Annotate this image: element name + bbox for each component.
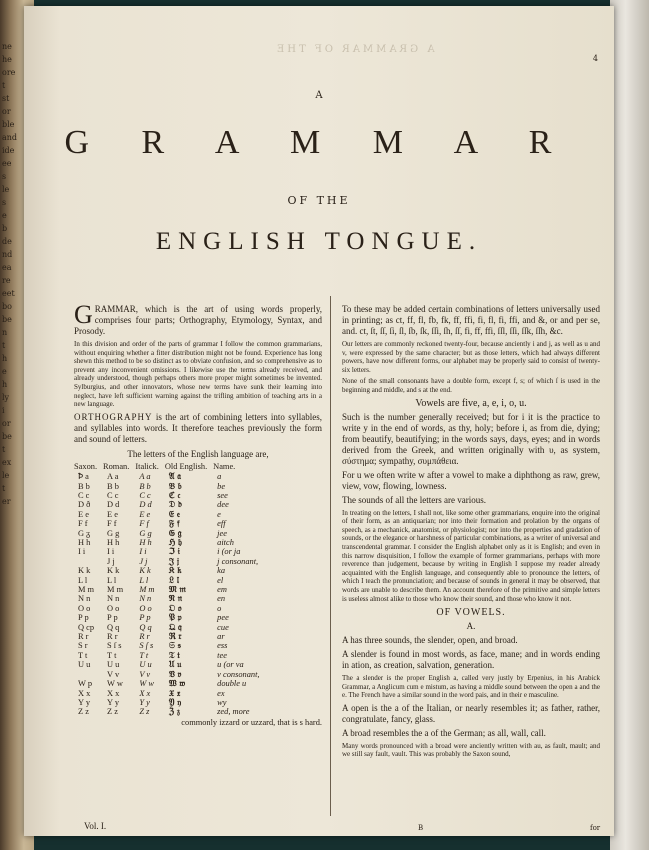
erpenius-paragraph: The a slender is the proper English a, called very justly by Erpenius, in his Arabick Grammar, a Anglicum cum e mistum, as having a middle sound between the open a and the e. The French have a similar sound in the word pais, and in their e masculine. bbox=[342, 674, 600, 700]
alphabet-cell: M m bbox=[78, 585, 95, 595]
alphabet-cell: N n bbox=[139, 594, 152, 604]
alphabet-cell: D d bbox=[139, 500, 152, 510]
a-sounds-paragraph: A has three sounds, the slender, open, and broad. bbox=[342, 635, 518, 646]
alphabet-cell: 𝔄 𝔞 bbox=[168, 471, 181, 482]
alphabet-cell: 𝔇 𝔡 bbox=[168, 499, 182, 510]
orthography-paragraph bbox=[74, 412, 322, 445]
alphabet-cell: N n bbox=[107, 594, 120, 604]
orthography-text: is the art of combining letters into syllables, and syllables into words. It therefore teaches previously the form and sound of letters. bbox=[74, 411, 322, 444]
edge-fragment: er bbox=[2, 497, 11, 506]
edge-fragment: e bbox=[2, 211, 7, 220]
double-form-paragraph: None of the small consonants have a double form, except f, s; of which ſ is used in the beginning and middle, and s at the end. bbox=[342, 377, 600, 394]
alphabet-cell: 𝔊 𝔤 bbox=[168, 527, 182, 538]
edge-fragment: be bbox=[2, 315, 12, 324]
alphabet-cell: Q q bbox=[107, 622, 120, 632]
alphabet-cell: J j bbox=[107, 556, 115, 566]
alphabet-cell: B b bbox=[107, 481, 119, 491]
alphabet-cell: dee bbox=[217, 500, 229, 510]
signature-mark: B bbox=[418, 824, 424, 832]
alphabet-cell: H h bbox=[78, 538, 91, 547]
alphabet-cell: E e bbox=[78, 509, 89, 519]
alphabet-cell: F f bbox=[78, 519, 88, 529]
intro-text: RAMMAR, which is the art of using words properly, comprises four parts; Orthography, Etymology, Syntax, and Prosody. bbox=[74, 304, 322, 336]
vowels-paragraph: Such is the number generally received; but for i it is the practice to write y in the end of words, as thy, holy; before i, as from die, dying; from beautify, beautifying; in the words says, days, eyes; and in words derived from the Greek, and written originally with υ, as system, σύστημα; sympathy, συμπάθεια. bbox=[342, 411, 600, 466]
saxon-paragraph: Many words pronounced with a broad were anciently written with au, as fault, mault; and we still say fault, vault. This was probably the Saxon sound, bbox=[342, 741, 600, 759]
alphabet-cell: Y y bbox=[78, 697, 91, 707]
alphabet-cell: F f bbox=[139, 519, 149, 529]
treating-paragraph: In treating on the letters, I shall not, like some other grammarians, enquire into the original of their form, as an antiquarian; nor into their formation and prolation by the organs of speech, as a mechanick, anatomist, or physiologist; nor into the properties and gradation of sounds, or the elegance or harshness of particular combinations, as a writer of universal and transcendental grammar. I consider the English alphabet only as it is English; and even in this narrow disquisition, I follow the example of former grammarians, perhaps with more reverence than judgement, because by writing in English I suppose my reader already acquainted with the English language, and consequently able to pronounce the letters, of which I teach the pronunciation; and because of sounds in general it may be observed, that words are unable to describe them. An account therefore of the primitive and simple letters is useless almost alike to those who know their sound, and those who know it not. bbox=[342, 508, 600, 603]
edge-fragment: and bbox=[2, 133, 18, 142]
alphabet-cell: E e bbox=[139, 509, 151, 519]
edge-fragment: ore bbox=[2, 68, 16, 77]
alphabet-cell: Y y bbox=[139, 697, 150, 707]
alphabet-cell: 𝔅 𝔟 bbox=[168, 480, 182, 491]
alphabet-cell: P p bbox=[78, 613, 89, 623]
edge-fragment: s bbox=[2, 172, 7, 181]
alphabet-cell: u (or va bbox=[217, 660, 244, 670]
alphabet-cell: tee bbox=[217, 650, 227, 660]
edge-fragment: or bbox=[2, 107, 11, 116]
alphabet-column-header: Old English. bbox=[164, 461, 208, 471]
alphabet-cell: ℭ 𝔠 bbox=[168, 489, 181, 500]
a-slender-paragraph: A slender is found in most words, as face, mane; and in words ending in ation, as creation, salvation, generation. bbox=[342, 649, 600, 671]
alphabet-cell: H h bbox=[139, 538, 152, 547]
alphabet-cell: pee bbox=[217, 613, 229, 623]
alphabet-cell: ℜ 𝔯 bbox=[168, 631, 182, 642]
alphabet-column-header: Italick. bbox=[135, 461, 159, 471]
alphabet-cell: X x bbox=[139, 688, 151, 698]
alphabet-column-header: Roman. bbox=[103, 461, 130, 471]
alphabet-cell: W p bbox=[78, 679, 93, 689]
alphabet-table-tail: commonly izzard or uzzard, that is s hard. bbox=[181, 717, 322, 727]
folio-mark: 4 bbox=[592, 54, 598, 63]
edge-fragment: ble bbox=[2, 120, 15, 129]
a-heading: A. bbox=[466, 621, 476, 632]
alphabet-cell: C c bbox=[78, 490, 90, 500]
alphabet-cell: v consonant, bbox=[217, 669, 260, 679]
background-cloth bbox=[610, 0, 649, 850]
edge-fragment: s bbox=[2, 198, 7, 207]
edge-fragment: ee bbox=[2, 159, 12, 168]
alphabet-cell: U u bbox=[78, 660, 91, 670]
edge-fragment: t bbox=[2, 81, 6, 90]
alphabet-cell: en bbox=[217, 594, 226, 604]
alphabet-cell: N n bbox=[78, 594, 91, 604]
edge-fragment: h bbox=[2, 380, 8, 389]
alphabet-cell: 𝔘 𝔲 bbox=[168, 659, 182, 670]
alphabet-cell: U u bbox=[107, 660, 120, 670]
subtitle: ENGLISH TONGUE. bbox=[155, 228, 483, 255]
alphabet-cell: T t bbox=[78, 650, 88, 660]
alphabet-cell: S r bbox=[78, 641, 88, 651]
alphabet-cell: aitch bbox=[217, 538, 234, 547]
alphabet-cell: K k bbox=[139, 566, 151, 576]
alphabet-table-title: The letters of the English language are, bbox=[127, 448, 269, 459]
main-title: G R A M M A R bbox=[64, 124, 574, 161]
alphabet-table bbox=[74, 462, 266, 717]
edge-fragment: ea bbox=[2, 263, 12, 272]
alphabet-cell: 𝔛 𝔵 bbox=[168, 687, 181, 698]
alphabet-cell: S ſ s bbox=[107, 641, 122, 651]
alphabet-cell: i (or ja bbox=[217, 547, 241, 557]
alphabet-cell: U u bbox=[139, 660, 152, 670]
alphabet-cell: W w bbox=[139, 679, 154, 689]
alphabet-cell: el bbox=[217, 575, 224, 585]
alphabet-cell: I i bbox=[78, 547, 86, 557]
alphabet-cell: 𝔐 𝔪 bbox=[168, 584, 186, 595]
alphabet-cell: cue bbox=[217, 622, 229, 632]
alphabet-cell: o bbox=[217, 603, 222, 613]
alphabet-cell: P p bbox=[139, 613, 151, 623]
facing-page-edge-text bbox=[2, 40, 22, 508]
alphabet-cell: O o bbox=[107, 603, 120, 613]
alphabet-cell: O o bbox=[139, 603, 152, 613]
alphabet-cell: Z z bbox=[107, 707, 118, 717]
edge-fragment: t bbox=[2, 341, 6, 350]
vowels-heading: Vowels are five, a, e, i, o, u. bbox=[415, 397, 527, 409]
alphabet-cell: C c bbox=[139, 490, 151, 500]
alphabet-cell: 𝔒 𝔬 bbox=[168, 602, 182, 613]
alphabet-cell: Y y bbox=[107, 697, 120, 707]
alphabet-cell: eff bbox=[217, 519, 226, 529]
alphabet-cell: 𝔉 𝔣 bbox=[168, 518, 180, 529]
alphabet-cell: 𝔑 𝔫 bbox=[168, 593, 182, 604]
edge-fragment: ide bbox=[2, 146, 15, 155]
drop-cap: G bbox=[74, 300, 93, 329]
alphabet-cell: 𝔎 𝔨 bbox=[168, 565, 182, 576]
edge-fragment: i bbox=[2, 406, 5, 415]
alphabet-cell: ex bbox=[217, 688, 225, 698]
column-rule bbox=[330, 296, 331, 816]
alphabet-cell: 𝔍 𝔧 bbox=[168, 555, 180, 566]
alphabet-cell: M m bbox=[139, 585, 155, 595]
edge-fragment: bo bbox=[2, 302, 12, 311]
alphabet-cell: B b bbox=[139, 481, 151, 491]
alphabet-cell: ℌ 𝔥 bbox=[168, 537, 182, 547]
alphabet-cell: J j bbox=[139, 556, 148, 566]
alphabet-cell: Z z bbox=[78, 707, 89, 717]
alphabet-cell: H h bbox=[107, 538, 120, 547]
alphabet-column-header: Name. bbox=[213, 461, 236, 471]
alphabet-cell: G ᵹ bbox=[78, 528, 91, 538]
alphabet-cell: D ð bbox=[78, 500, 91, 510]
edge-fragment: de bbox=[2, 237, 12, 246]
alphabet-cell: L l bbox=[107, 575, 117, 585]
alphabet-cell: 𝔙 𝔳 bbox=[168, 668, 182, 679]
edge-fragment: re bbox=[2, 276, 11, 285]
left-column bbox=[74, 300, 322, 728]
alphabet-cell: Q q bbox=[139, 622, 152, 632]
alphabet-cell: see bbox=[217, 490, 228, 500]
alphabet-cell: j consonant, bbox=[217, 556, 259, 566]
edge-fragment: le bbox=[2, 471, 10, 480]
alphabet-cell: V v bbox=[107, 669, 120, 679]
alphabet-cell: ℑ 𝔦 bbox=[168, 546, 180, 557]
alphabet-cell: e bbox=[217, 509, 221, 519]
alphabet-cell: K k bbox=[78, 566, 91, 576]
edge-fragment: eet bbox=[2, 289, 15, 298]
edge-fragment: t bbox=[2, 445, 6, 454]
alphabet-cell: jee bbox=[217, 528, 227, 538]
alphabet-cell: a bbox=[217, 472, 222, 482]
alphabet-cell: ℨ 𝔷 bbox=[168, 706, 180, 717]
edge-fragment: h bbox=[2, 354, 8, 363]
edge-fragment: e bbox=[2, 367, 7, 376]
alphabet-cell: G g bbox=[139, 528, 152, 538]
volume-label: Vol. I. bbox=[84, 821, 107, 831]
alphabet-cell: S ſ s bbox=[139, 641, 154, 651]
alphabet-cell: Z z bbox=[139, 707, 150, 717]
alphabet-cell bbox=[74, 670, 103, 679]
orthography-label: ORTHOGRAPHY bbox=[74, 411, 153, 422]
edge-fragment: b bbox=[2, 224, 8, 233]
alphabet-cell: Q cp bbox=[78, 622, 95, 632]
alphabet-cell: Ꝥ a bbox=[78, 472, 89, 482]
alphabet-cell: B b bbox=[78, 481, 90, 491]
alphabet-cell: A a bbox=[139, 472, 151, 482]
edge-fragment: le bbox=[2, 185, 10, 194]
alphabet-cell: ka bbox=[217, 566, 226, 576]
alphabet-cell: 𝔜 𝔶 bbox=[168, 696, 182, 707]
alphabet-cell: ess bbox=[217, 641, 228, 651]
a-broad-paragraph: A broad resembles the a of the German; as all, wall, call. bbox=[342, 727, 546, 738]
right-column bbox=[342, 304, 600, 762]
alphabet-cell: T t bbox=[139, 650, 149, 660]
alphabet-cell: 𝔔 𝔮 bbox=[168, 621, 182, 632]
alphabet-cell: ar bbox=[217, 632, 225, 642]
a-open-paragraph: A open is the a of the Italian, or nearly resembles it; as father, rather, congratulate, fancy, glass. bbox=[342, 702, 600, 724]
alphabet-row bbox=[74, 707, 266, 716]
alphabet-cell: I i bbox=[139, 547, 147, 557]
alphabet-cell: 𝔏 𝔩 bbox=[168, 574, 179, 585]
intro-paragraph bbox=[74, 300, 322, 337]
alphabet-cell: P p bbox=[107, 613, 118, 623]
letter-count-paragraph: Our letters are commonly reckoned twenty-four, because anciently i and j, as well as u and v, were expressed by the same character; but as those letters, which had always different powers, have now different forms, our alphabet may be properly said to consist of twenty-six letters. bbox=[342, 340, 600, 374]
bleed-through-text: A GRAMMAR OF THE bbox=[274, 44, 435, 55]
alphabet-cell: C c bbox=[107, 490, 119, 500]
alphabet-cell: I i bbox=[107, 547, 115, 557]
alphabet-cell: L l bbox=[139, 575, 149, 585]
edge-fragment: ex bbox=[2, 458, 12, 467]
of-vowels-heading: OF VOWELS. bbox=[436, 607, 506, 619]
edge-fragment: he bbox=[2, 55, 12, 64]
alphabet-cell: D d bbox=[107, 500, 120, 510]
division-paragraph: In this division and order of the parts of grammar I follow the common grammarians, without enquiring whether a fitter distribution might not be found. Experience has long shewn this method to be so distinct as to obviate confusion, and so comprehensive as to prevent any inconvenient omissions. I likewise use the terms already received, and already understood, though perhaps others more proper might sometimes be invented. Sylburgius, and other innovators, whose new terms have sunk their learning into neglect, have left sufficient warning against the trifling ambition of teaching arts in a new language. bbox=[74, 340, 322, 409]
alphabet-cell: 𝔖 𝔰 bbox=[168, 640, 181, 651]
alphabet-cell: 𝔗 𝔱 bbox=[168, 649, 180, 660]
alphabet-cell: R r bbox=[107, 632, 118, 642]
alphabet-cell: R r bbox=[78, 632, 89, 642]
alphabet-cell: em bbox=[217, 585, 227, 595]
book-page bbox=[24, 6, 614, 836]
title-connector: OF THE bbox=[287, 194, 351, 207]
edge-fragment: ly bbox=[2, 393, 10, 402]
alphabet-cell bbox=[74, 557, 103, 566]
alphabet-cell: R r bbox=[139, 632, 150, 642]
alphabet-cell: L l bbox=[78, 575, 88, 585]
alphabet-cell: W w bbox=[107, 679, 123, 689]
edge-fragment: t bbox=[2, 484, 6, 493]
alphabet-cell: wy bbox=[217, 697, 227, 707]
alphabet-cell: zed, more bbox=[217, 707, 250, 717]
alphabet-cell: double u bbox=[217, 679, 247, 689]
alphabet-cell: T t bbox=[107, 650, 117, 660]
alphabet-cell: 𝔈 𝔢 bbox=[168, 508, 181, 519]
alphabet-cell: X x bbox=[107, 688, 120, 698]
alphabet-cell: E e bbox=[107, 509, 118, 519]
catchword: for bbox=[590, 824, 601, 832]
edge-fragment: st bbox=[2, 94, 10, 103]
edge-fragment: or bbox=[2, 419, 11, 428]
diphthong-paragraph: For u we often write w after a vowel to make a diphthong as raw, grew, view, vow, flowing, lowness. bbox=[342, 469, 600, 491]
edge-fragment: n bbox=[2, 328, 8, 337]
alphabet-column-header: Saxon. bbox=[74, 461, 98, 471]
edge-fragment: be bbox=[2, 432, 12, 441]
alphabet-cell: X x bbox=[78, 688, 91, 698]
alphabet-cell: F f bbox=[107, 519, 117, 529]
alphabet-cell: 𝔓 𝔭 bbox=[168, 612, 182, 623]
ligatures-paragraph: To these may be added certain combinations of letters universally used in printing; as ct, ff, fl, fb, fk, ff, ffi, fi, fl, fi, ffi, and &, or and per se, and. ct, ſt, ſſ, ſi, ſl, ſb, ſk, ſſi, ſh, ſſ, fi, ff, ffi, ſſl, ſſi, ſſk, ſſh, &c. bbox=[342, 304, 600, 336]
alphabet-cell: K k bbox=[107, 566, 120, 576]
edge-fragment: nd bbox=[2, 250, 13, 259]
alphabet-cell: V v bbox=[139, 669, 151, 679]
alphabet-cell: G g bbox=[107, 528, 120, 538]
alphabet-cell: O o bbox=[78, 603, 91, 613]
sounds-paragraph: The sounds of all the letters are various. bbox=[342, 494, 486, 505]
alphabet-cell: A a bbox=[107, 472, 119, 482]
alphabet-cell: M m bbox=[107, 585, 124, 595]
edge-fragment: ne bbox=[2, 42, 12, 51]
alphabet-cell: 𝔚 𝔴 bbox=[168, 678, 186, 689]
alphabet-cell: be bbox=[217, 481, 226, 491]
title-article: A bbox=[315, 90, 323, 101]
